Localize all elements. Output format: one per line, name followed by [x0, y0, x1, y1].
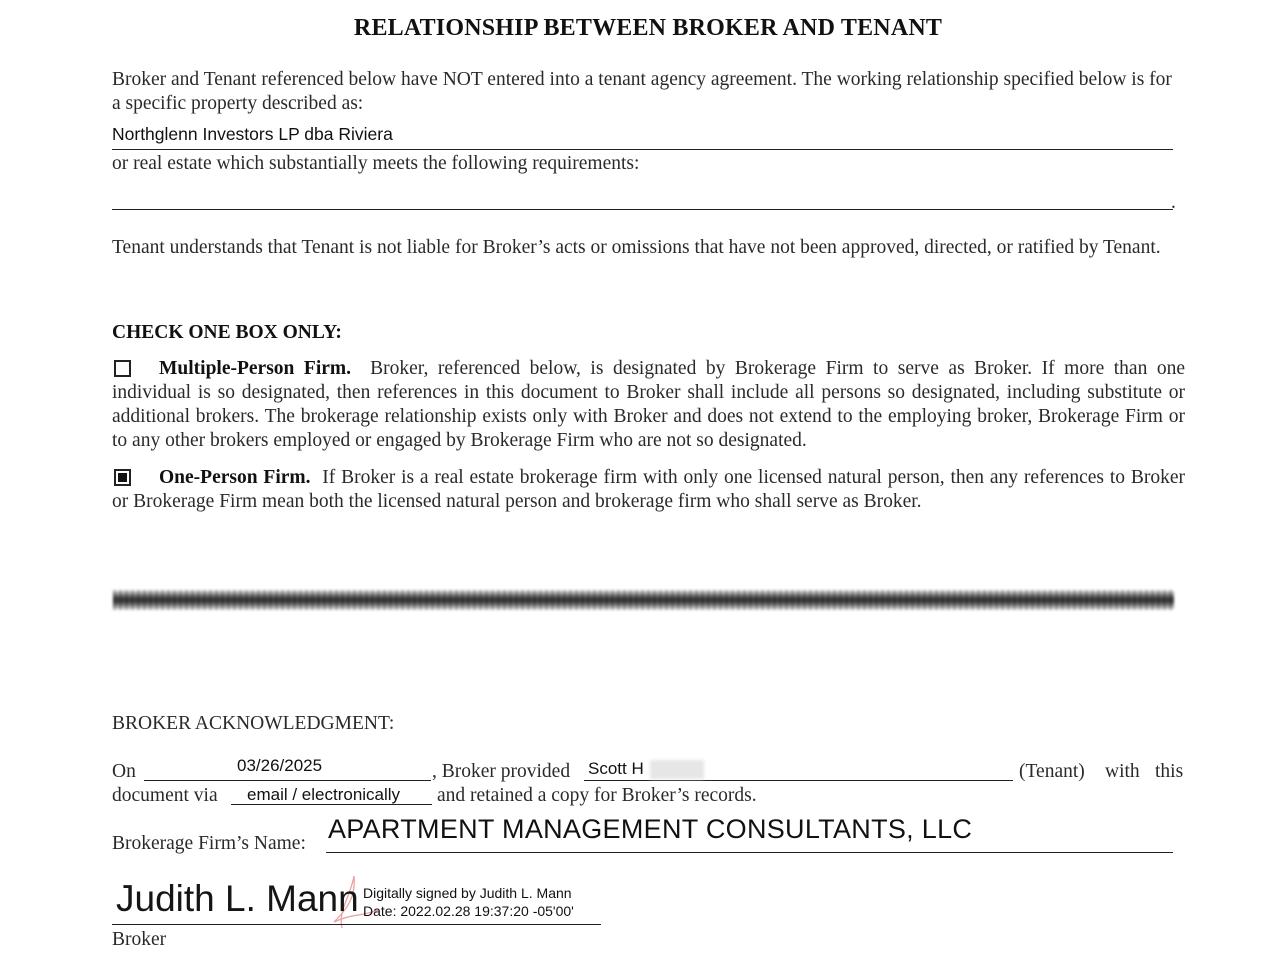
- signature-digital-line1: Digitally signed by Judith L. Mann: [363, 885, 572, 901]
- check-one-heading: CHECK ONE BOX ONLY:: [112, 322, 342, 343]
- firm-name-value[interactable]: APARTMENT MANAGEMENT CONSULTANTS, LLC: [328, 814, 973, 844]
- ack-heading: BROKER ACKNOWLEDGMENT:: [112, 713, 395, 734]
- ack-date-line: [144, 780, 431, 781]
- ack-provided-label: , Broker provided: [432, 761, 571, 782]
- ack-tenant-line: [584, 780, 1013, 781]
- tenant-name-redaction: [650, 760, 704, 779]
- property-field-line: [112, 149, 1173, 150]
- one-person-firm-body: If Broker is a real estate brokerage firm with only one licensed natural person, then any references to Broker or Brokerage Firm mean both the licensed natural person and brokerage firm who shall serve as Broker.: [112, 467, 1186, 512]
- firm-name-label: Brokerage Firm’s Name:: [112, 833, 306, 854]
- signature-digital-line2: Date: 2022.02.28 19:37:20 -05'00': [363, 903, 574, 919]
- signature-line: [112, 924, 601, 925]
- broker-label: Broker: [112, 929, 167, 950]
- ack-on-label: On: [112, 761, 136, 782]
- multiple-person-firm-body: Broker, referenced below, is designated by Brokerage Firm to serve as Broker. If more than one individual is so designated, then references in this document to Broker shall include all persons so designated, including substitute or additional brokers. The brokerage relationship exists only with Broker and does not extend to the employing broker, Brokerage Firm or to any other brokers employed or engaged by Brokerage Firm who are not so designated.: [112, 358, 1186, 451]
- ack-with-label: with: [1105, 761, 1140, 782]
- requirements-period: .: [1171, 192, 1176, 213]
- ack-tenant-name-value[interactable]: Scott H: [588, 759, 644, 778]
- ack-tenant-label: (Tenant): [1019, 761, 1085, 782]
- ack-via-value[interactable]: email / electronically: [247, 785, 401, 804]
- property-field-value[interactable]: Northglenn Investors LP dba Riviera: [112, 124, 393, 144]
- ack-retained-label: and retained a copy for Broker’s records.: [437, 785, 757, 806]
- one-person-firm-option: [112, 466, 1185, 514]
- requirements-field-line: [112, 209, 1173, 210]
- ack-via-label: document via: [112, 785, 218, 806]
- multiple-person-firm-heading: Multiple-Person Firm.: [159, 358, 352, 379]
- multiple-person-firm-option: [112, 357, 1185, 453]
- liability-paragraph: Tenant understands that Tenant is not liable for Broker’s acts or omissions that have not been approved, directed, or ratified by Tenant.: [112, 237, 1161, 258]
- redacted-strip: [113, 590, 1174, 610]
- intro-paragraph: Broker and Tenant referenced below have NOT entered into a tenant agency agreement. The working relationship specified below is for a specific property described as:: [112, 69, 1172, 114]
- page-title: RELATIONSHIP BETWEEN BROKER AND TENANT: [353, 15, 943, 41]
- ack-this-label: this: [1155, 761, 1184, 782]
- signature-name: Judith L. Mann: [116, 878, 359, 919]
- ack-date-value[interactable]: 03/26/2025: [237, 756, 323, 775]
- requirements-label: or real estate which substantially meets the following requirements:: [112, 153, 640, 174]
- one-person-firm-heading: One-Person Firm.: [159, 467, 311, 488]
- firm-name-line: [326, 852, 1173, 853]
